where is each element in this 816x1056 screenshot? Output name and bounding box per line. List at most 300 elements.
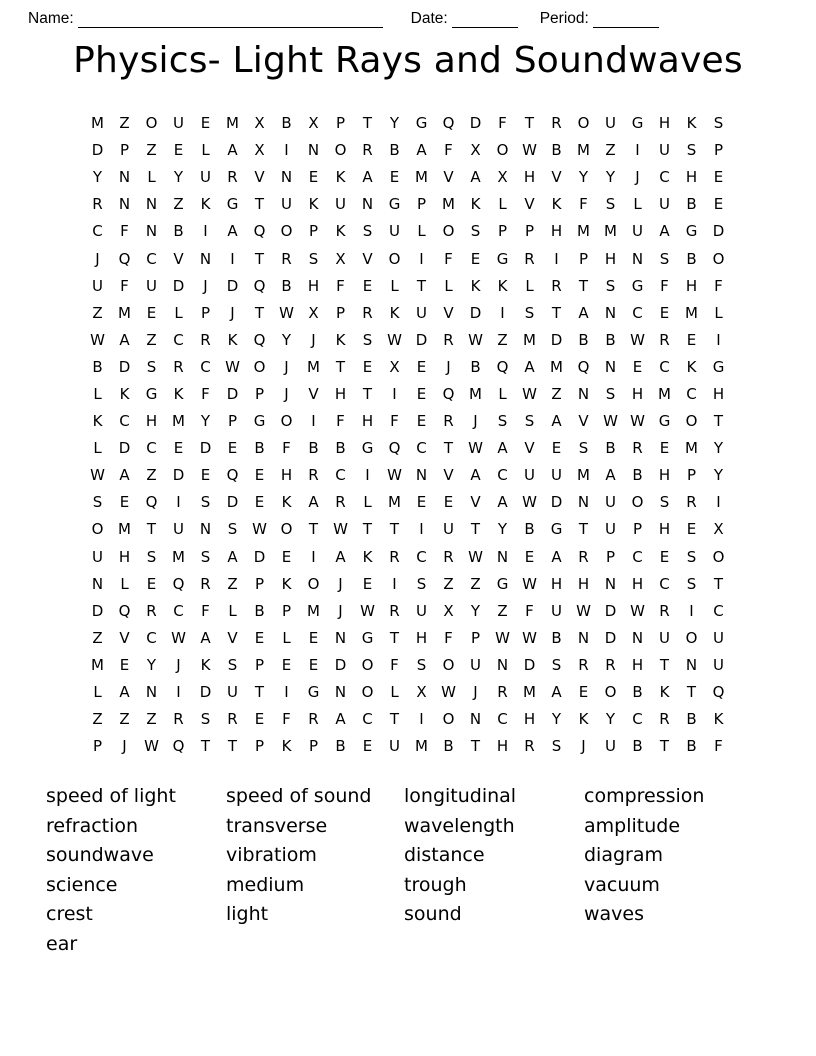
grid-cell[interactable]: K [227, 330, 238, 349]
grid-cell[interactable]: T [362, 520, 373, 539]
grid-cell[interactable]: E [416, 412, 427, 431]
word-bank-item[interactable]: speed of sound [226, 785, 372, 807]
grid-cell[interactable]: K [470, 276, 481, 295]
grid-cell[interactable]: R [443, 412, 454, 431]
grid-cell[interactable]: U [551, 601, 562, 620]
word-bank-item[interactable]: ear [46, 932, 78, 955]
grid-cell[interactable]: I [311, 547, 316, 566]
grid-cell[interactable]: M [307, 601, 320, 620]
grid-cell[interactable]: G [361, 628, 374, 647]
grid-cell[interactable]: J [203, 276, 208, 295]
grid-cell[interactable]: X [389, 357, 400, 376]
grid-cell[interactable]: S [227, 655, 238, 674]
grid-cell[interactable]: B [92, 357, 103, 376]
grid-cell[interactable]: A [659, 222, 670, 241]
grid-cell[interactable]: T [578, 520, 589, 539]
grid-cell[interactable]: S [524, 303, 535, 322]
grid-cell[interactable]: W [630, 412, 645, 431]
grid-cell[interactable]: G [226, 195, 239, 214]
word-bank-item[interactable]: wavelength [404, 814, 515, 837]
grid-cell[interactable]: U [146, 276, 157, 295]
grid-cell[interactable]: V [578, 412, 589, 431]
word-bank-item[interactable]: transverse [226, 814, 328, 837]
word-bank-item[interactable]: medium [226, 873, 305, 896]
grid-cell[interactable]: S [416, 574, 427, 593]
grid-cell[interactable]: U [632, 222, 643, 241]
grid-cell[interactable]: I [203, 222, 208, 241]
grid-cell[interactable]: C [362, 710, 373, 729]
grid-cell[interactable]: A [497, 439, 508, 458]
word-bank-item[interactable]: sound [404, 903, 462, 926]
grid-cell[interactable]: N [415, 466, 428, 485]
grid-cell[interactable]: H [415, 628, 428, 647]
grid-cell[interactable]: E [200, 114, 211, 133]
grid-cell[interactable]: O [442, 655, 455, 674]
grid-cell[interactable]: S [713, 114, 724, 133]
grid-cell[interactable]: R [551, 276, 562, 295]
grid-cell[interactable]: N [631, 249, 644, 268]
grid-cell[interactable]: C [713, 601, 724, 620]
grid-cell[interactable]: Z [146, 710, 157, 729]
grid-cell[interactable]: G [631, 276, 644, 295]
grid-cell[interactable]: R [173, 357, 184, 376]
grid-cell[interactable]: S [551, 655, 562, 674]
grid-cell[interactable]: F [444, 249, 453, 268]
grid-cell[interactable]: O [631, 493, 644, 512]
grid-cell[interactable]: K [389, 303, 400, 322]
grid-cell[interactable]: P [254, 574, 265, 593]
grid-cell[interactable]: T [470, 520, 481, 539]
grid-cell[interactable]: K [200, 195, 211, 214]
grid-cell[interactable]: H [685, 276, 698, 295]
grid-cell[interactable]: N [361, 195, 374, 214]
grid-cell[interactable]: Q [118, 601, 131, 620]
grid-cell[interactable]: R [551, 114, 562, 133]
grid-cell[interactable]: F [282, 439, 291, 458]
grid-cell[interactable]: J [284, 384, 289, 403]
grid-cell[interactable]: W [171, 628, 186, 647]
grid-cell[interactable]: R [335, 493, 346, 512]
grid-cell[interactable]: F [660, 276, 669, 295]
grid-cell[interactable]: P [254, 655, 265, 674]
grid-cell[interactable]: W [225, 357, 240, 376]
grid-cell[interactable]: U [605, 493, 616, 512]
grid-cell[interactable]: S [605, 276, 616, 295]
grid-cell[interactable]: C [92, 222, 103, 241]
grid-cell[interactable]: Y [713, 439, 724, 458]
grid-cell[interactable]: E [416, 357, 427, 376]
grid-cell[interactable]: N [631, 628, 644, 647]
grid-cell[interactable]: H [658, 520, 671, 539]
grid-cell[interactable]: Y [200, 412, 211, 431]
grid-cell[interactable]: R [524, 249, 535, 268]
grid-cell[interactable]: U [335, 195, 346, 214]
grid-cell[interactable]: N [577, 493, 590, 512]
grid-cell[interactable]: B [686, 710, 697, 729]
grid-cell[interactable]: R [308, 466, 319, 485]
grid-cell[interactable]: R [443, 330, 454, 349]
grid-cell[interactable]: R [389, 547, 400, 566]
grid-cell[interactable]: G [145, 384, 158, 403]
grid-cell[interactable]: L [363, 493, 372, 512]
grid-cell[interactable]: Y [389, 114, 400, 133]
grid-cell[interactable]: R [308, 710, 319, 729]
grid-cell[interactable]: I [689, 601, 694, 620]
grid-cell[interactable]: J [473, 412, 478, 431]
grid-cell[interactable]: H [604, 249, 617, 268]
grid-cell[interactable]: H [685, 168, 698, 187]
grid-cell[interactable]: T [200, 737, 211, 756]
grid-cell[interactable]: G [388, 195, 401, 214]
grid-cell[interactable]: L [498, 195, 507, 214]
grid-cell[interactable]: P [227, 412, 238, 431]
grid-cell[interactable]: H [550, 574, 563, 593]
grid-cell[interactable]: Y [578, 168, 589, 187]
grid-cell[interactable]: Z [119, 114, 130, 133]
grid-cell[interactable]: D [91, 601, 104, 620]
grid-cell[interactable]: F [390, 655, 399, 674]
grid-cell[interactable]: A [470, 168, 481, 187]
grid-cell[interactable]: S [200, 547, 211, 566]
grid-cell[interactable]: M [172, 547, 185, 566]
grid-cell[interactable]: U [227, 683, 238, 702]
grid-cell[interactable]: M [91, 114, 104, 133]
grid-cell[interactable]: K [578, 710, 589, 729]
grid-cell[interactable]: S [146, 357, 157, 376]
grid-cell[interactable]: F [714, 737, 723, 756]
grid-cell[interactable]: E [119, 655, 130, 674]
grid-cell[interactable]: O [361, 655, 374, 674]
grid-cell[interactable]: S [200, 710, 211, 729]
grid-cell[interactable]: J [581, 737, 586, 756]
grid-cell[interactable]: P [632, 520, 643, 539]
grid-cell[interactable]: E [659, 547, 670, 566]
grid-cell[interactable]: P [524, 222, 535, 241]
grid-cell[interactable]: K [551, 195, 562, 214]
grid-cell[interactable]: V [173, 249, 184, 268]
grid-cell[interactable]: T [470, 737, 481, 756]
grid-cell[interactable]: M [226, 114, 239, 133]
grid-cell[interactable]: N [685, 655, 698, 674]
grid-cell[interactable]: T [389, 628, 400, 647]
name-input-rule[interactable] [78, 13, 383, 28]
grid-cell[interactable]: D [712, 222, 725, 241]
grid-cell[interactable]: R [281, 249, 292, 268]
grid-cell[interactable]: O [91, 520, 104, 539]
grid-cell[interactable]: W [522, 574, 537, 593]
grid-cell[interactable]: A [227, 222, 238, 241]
grid-cell[interactable]: E [686, 520, 697, 539]
grid-cell[interactable]: K [173, 384, 184, 403]
grid-cell[interactable]: U [389, 737, 400, 756]
word-bank-item[interactable]: soundwave [46, 844, 154, 867]
grid-cell[interactable]: S [578, 439, 589, 458]
grid-cell[interactable]: J [95, 249, 100, 268]
grid-cell[interactable]: P [713, 141, 724, 160]
grid-cell[interactable]: T [389, 520, 400, 539]
grid-cell[interactable]: L [228, 601, 237, 620]
grid-cell[interactable]: G [550, 520, 563, 539]
grid-cell[interactable]: O [280, 412, 293, 431]
grid-cell[interactable]: Q [388, 439, 401, 458]
grid-cell[interactable]: R [497, 683, 508, 702]
grid-cell[interactable]: Z [227, 574, 238, 593]
grid-cell[interactable]: F [120, 222, 129, 241]
grid-cell[interactable]: R [443, 547, 454, 566]
grid-cell[interactable]: Q [253, 330, 266, 349]
grid-cell[interactable]: Y [470, 601, 481, 620]
grid-cell[interactable]: P [254, 384, 265, 403]
grid-cell[interactable]: I [230, 249, 235, 268]
grid-cell[interactable]: I [365, 466, 370, 485]
grid-cell[interactable]: P [470, 628, 481, 647]
grid-cell[interactable]: E [308, 655, 319, 674]
grid-cell[interactable]: J [338, 574, 343, 593]
grid-cell[interactable]: O [253, 357, 266, 376]
grid-cell[interactable]: T [416, 276, 427, 295]
grid-cell[interactable]: V [551, 168, 562, 187]
grid-cell[interactable]: N [577, 384, 590, 403]
grid-cell[interactable]: S [524, 412, 535, 431]
grid-cell[interactable]: Q [172, 737, 185, 756]
grid-cell[interactable]: T [443, 439, 454, 458]
grid-cell[interactable]: A [227, 547, 238, 566]
grid-cell[interactable]: C [659, 574, 670, 593]
grid-cell[interactable]: Z [92, 628, 103, 647]
grid-cell[interactable]: H [118, 547, 131, 566]
grid-cell[interactable]: U [659, 141, 670, 160]
grid-cell[interactable]: E [119, 493, 130, 512]
grid-cell[interactable]: N [496, 655, 509, 674]
grid-cell[interactable]: E [254, 493, 265, 512]
grid-cell[interactable]: S [605, 195, 616, 214]
grid-cell[interactable]: W [333, 520, 348, 539]
grid-cell[interactable]: M [523, 330, 536, 349]
grid-cell[interactable]: U [605, 114, 616, 133]
grid-cell[interactable]: E [281, 547, 292, 566]
grid-cell[interactable]: F [336, 412, 345, 431]
grid-cell[interactable]: E [362, 276, 373, 295]
grid-cell[interactable]: R [362, 303, 373, 322]
grid-cell[interactable]: C [146, 628, 157, 647]
grid-cell[interactable]: F [444, 141, 453, 160]
grid-cell[interactable]: S [551, 737, 562, 756]
grid-cell[interactable]: M [442, 195, 455, 214]
grid-cell[interactable]: S [686, 141, 697, 160]
grid-cell[interactable]: E [254, 710, 265, 729]
grid-cell[interactable]: G [361, 439, 374, 458]
grid-cell[interactable]: N [334, 628, 347, 647]
grid-cell[interactable]: M [388, 493, 401, 512]
grid-cell[interactable]: A [551, 412, 562, 431]
grid-cell[interactable]: T [524, 114, 535, 133]
grid-cell[interactable]: B [632, 737, 643, 756]
grid-cell[interactable]: D [118, 439, 131, 458]
grid-cell[interactable]: B [254, 439, 265, 458]
grid-cell[interactable]: B [551, 628, 562, 647]
grid-cell[interactable]: M [91, 655, 104, 674]
grid-cell[interactable]: O [496, 141, 509, 160]
date-input-rule[interactable] [452, 13, 518, 28]
grid-cell[interactable]: B [578, 330, 589, 349]
grid-cell[interactable]: D [199, 439, 212, 458]
grid-cell[interactable]: X [713, 520, 724, 539]
grid-cell[interactable]: M [469, 384, 482, 403]
grid-cell[interactable]: J [473, 683, 478, 702]
grid-cell[interactable]: Y [551, 710, 562, 729]
grid-cell[interactable]: H [523, 710, 536, 729]
grid-cell[interactable]: L [120, 574, 129, 593]
grid-cell[interactable]: W [387, 330, 402, 349]
grid-cell[interactable]: M [415, 737, 428, 756]
grid-cell[interactable]: Z [470, 574, 481, 593]
grid-cell[interactable]: E [632, 357, 643, 376]
grid-cell[interactable]: Z [146, 141, 157, 160]
grid-cell[interactable]: H [658, 466, 671, 485]
grid-cell[interactable]: G [712, 357, 725, 376]
grid-cell[interactable]: G [415, 114, 428, 133]
grid-cell[interactable]: T [254, 303, 265, 322]
grid-cell[interactable]: K [497, 276, 508, 295]
grid-cell[interactable]: F [120, 276, 129, 295]
grid-cell[interactable]: C [686, 384, 697, 403]
grid-cell[interactable]: U [605, 737, 616, 756]
grid-cell[interactable]: D [226, 276, 239, 295]
grid-cell[interactable]: L [174, 303, 183, 322]
grid-cell[interactable]: X [308, 303, 319, 322]
grid-cell[interactable]: L [714, 303, 723, 322]
grid-cell[interactable]: E [713, 195, 724, 214]
grid-cell[interactable]: O [388, 249, 401, 268]
grid-cell[interactable]: S [470, 222, 481, 241]
grid-cell[interactable]: A [416, 141, 427, 160]
grid-cell[interactable]: A [362, 168, 373, 187]
grid-cell[interactable]: U [389, 222, 400, 241]
grid-cell[interactable]: D [523, 655, 536, 674]
grid-cell[interactable]: W [90, 330, 105, 349]
grid-cell[interactable]: S [416, 655, 427, 674]
grid-cell[interactable]: U [281, 195, 292, 214]
grid-cell[interactable]: R [362, 141, 373, 160]
grid-cell[interactable]: W [630, 601, 645, 620]
grid-cell[interactable]: F [444, 628, 453, 647]
grid-cell[interactable]: C [632, 303, 643, 322]
grid-cell[interactable]: N [334, 683, 347, 702]
grid-cell[interactable]: E [470, 249, 481, 268]
grid-cell[interactable]: L [390, 276, 399, 295]
grid-cell[interactable]: Z [497, 601, 508, 620]
grid-cell[interactable]: T [227, 737, 238, 756]
grid-cell[interactable]: R [173, 710, 184, 729]
grid-cell[interactable]: B [335, 439, 346, 458]
word-bank-item[interactable]: light [226, 903, 269, 926]
grid-cell[interactable]: N [604, 574, 617, 593]
grid-cell[interactable]: Q [253, 222, 266, 241]
grid-cell[interactable]: L [444, 276, 453, 295]
grid-cell[interactable]: P [605, 547, 616, 566]
grid-cell[interactable]: N [145, 683, 158, 702]
grid-cell[interactable]: B [524, 520, 535, 539]
grid-cell[interactable]: S [686, 547, 697, 566]
grid-cell[interactable]: C [146, 439, 157, 458]
grid-cell[interactable]: D [604, 601, 617, 620]
grid-cell[interactable]: V [119, 628, 130, 647]
grid-cell[interactable]: R [200, 330, 211, 349]
grid-cell[interactable]: Y [146, 655, 157, 674]
grid-cell[interactable]: V [443, 168, 454, 187]
grid-cell[interactable]: H [631, 655, 644, 674]
grid-cell[interactable]: L [417, 222, 426, 241]
grid-cell[interactable]: Y [605, 168, 616, 187]
grid-cell[interactable]: F [201, 601, 210, 620]
grid-cell[interactable]: J [230, 303, 235, 322]
grid-cell[interactable]: B [173, 222, 184, 241]
grid-cell[interactable]: C [659, 168, 670, 187]
grid-cell[interactable]: Y [92, 168, 103, 187]
grid-cell[interactable]: X [254, 141, 265, 160]
grid-cell[interactable]: C [497, 710, 508, 729]
grid-cell[interactable]: K [335, 222, 346, 241]
grid-cell[interactable]: A [119, 466, 130, 485]
grid-cell[interactable]: E [524, 547, 535, 566]
grid-cell[interactable]: P [308, 737, 319, 756]
grid-cell[interactable]: L [93, 683, 102, 702]
grid-cell[interactable]: B [470, 357, 481, 376]
grid-cell[interactable]: K [335, 330, 346, 349]
grid-cell[interactable]: E [362, 574, 373, 593]
word-bank-item[interactable]: longitudinal [404, 785, 517, 807]
grid-cell[interactable]: W [630, 330, 645, 349]
grid-cell[interactable]: D [226, 384, 239, 403]
grid-cell[interactable]: P [119, 141, 130, 160]
grid-cell[interactable]: R [92, 195, 103, 214]
grid-cell[interactable]: R [227, 710, 238, 729]
grid-cell[interactable]: D [469, 303, 482, 322]
word-bank-item[interactable]: waves [584, 903, 645, 926]
grid-cell[interactable]: V [362, 249, 373, 268]
grid-cell[interactable]: W [387, 466, 402, 485]
grid-cell[interactable]: K [470, 195, 481, 214]
grid-cell[interactable]: T [659, 655, 670, 674]
grid-cell[interactable]: M [577, 141, 590, 160]
grid-cell[interactable]: H [712, 384, 725, 403]
grid-cell[interactable]: V [524, 439, 535, 458]
grid-cell[interactable]: I [635, 141, 640, 160]
grid-cell[interactable]: H [550, 222, 563, 241]
grid-cell[interactable]: W [468, 330, 483, 349]
grid-cell[interactable]: C [119, 412, 130, 431]
grid-cell[interactable]: X [254, 114, 265, 133]
grid-cell[interactable]: G [496, 574, 509, 593]
grid-cell[interactable]: M [577, 466, 590, 485]
grid-cell[interactable]: A [119, 683, 130, 702]
grid-cell[interactable]: L [93, 439, 102, 458]
grid-cell[interactable]: V [308, 384, 319, 403]
grid-cell[interactable]: J [176, 655, 181, 674]
grid-cell[interactable]: L [93, 384, 102, 403]
word-bank-item[interactable]: distance [404, 844, 485, 867]
grid-cell[interactable]: F [579, 195, 588, 214]
grid-cell[interactable]: P [578, 249, 589, 268]
grid-cell[interactable]: X [335, 249, 346, 268]
grid-cell[interactable]: N [280, 168, 293, 187]
grid-cell[interactable]: S [200, 493, 211, 512]
grid-cell[interactable]: E [389, 168, 400, 187]
grid-cell[interactable]: H [361, 412, 374, 431]
grid-cell[interactable]: O [712, 547, 725, 566]
grid-cell[interactable]: V [443, 466, 454, 485]
grid-cell[interactable]: B [389, 141, 400, 160]
